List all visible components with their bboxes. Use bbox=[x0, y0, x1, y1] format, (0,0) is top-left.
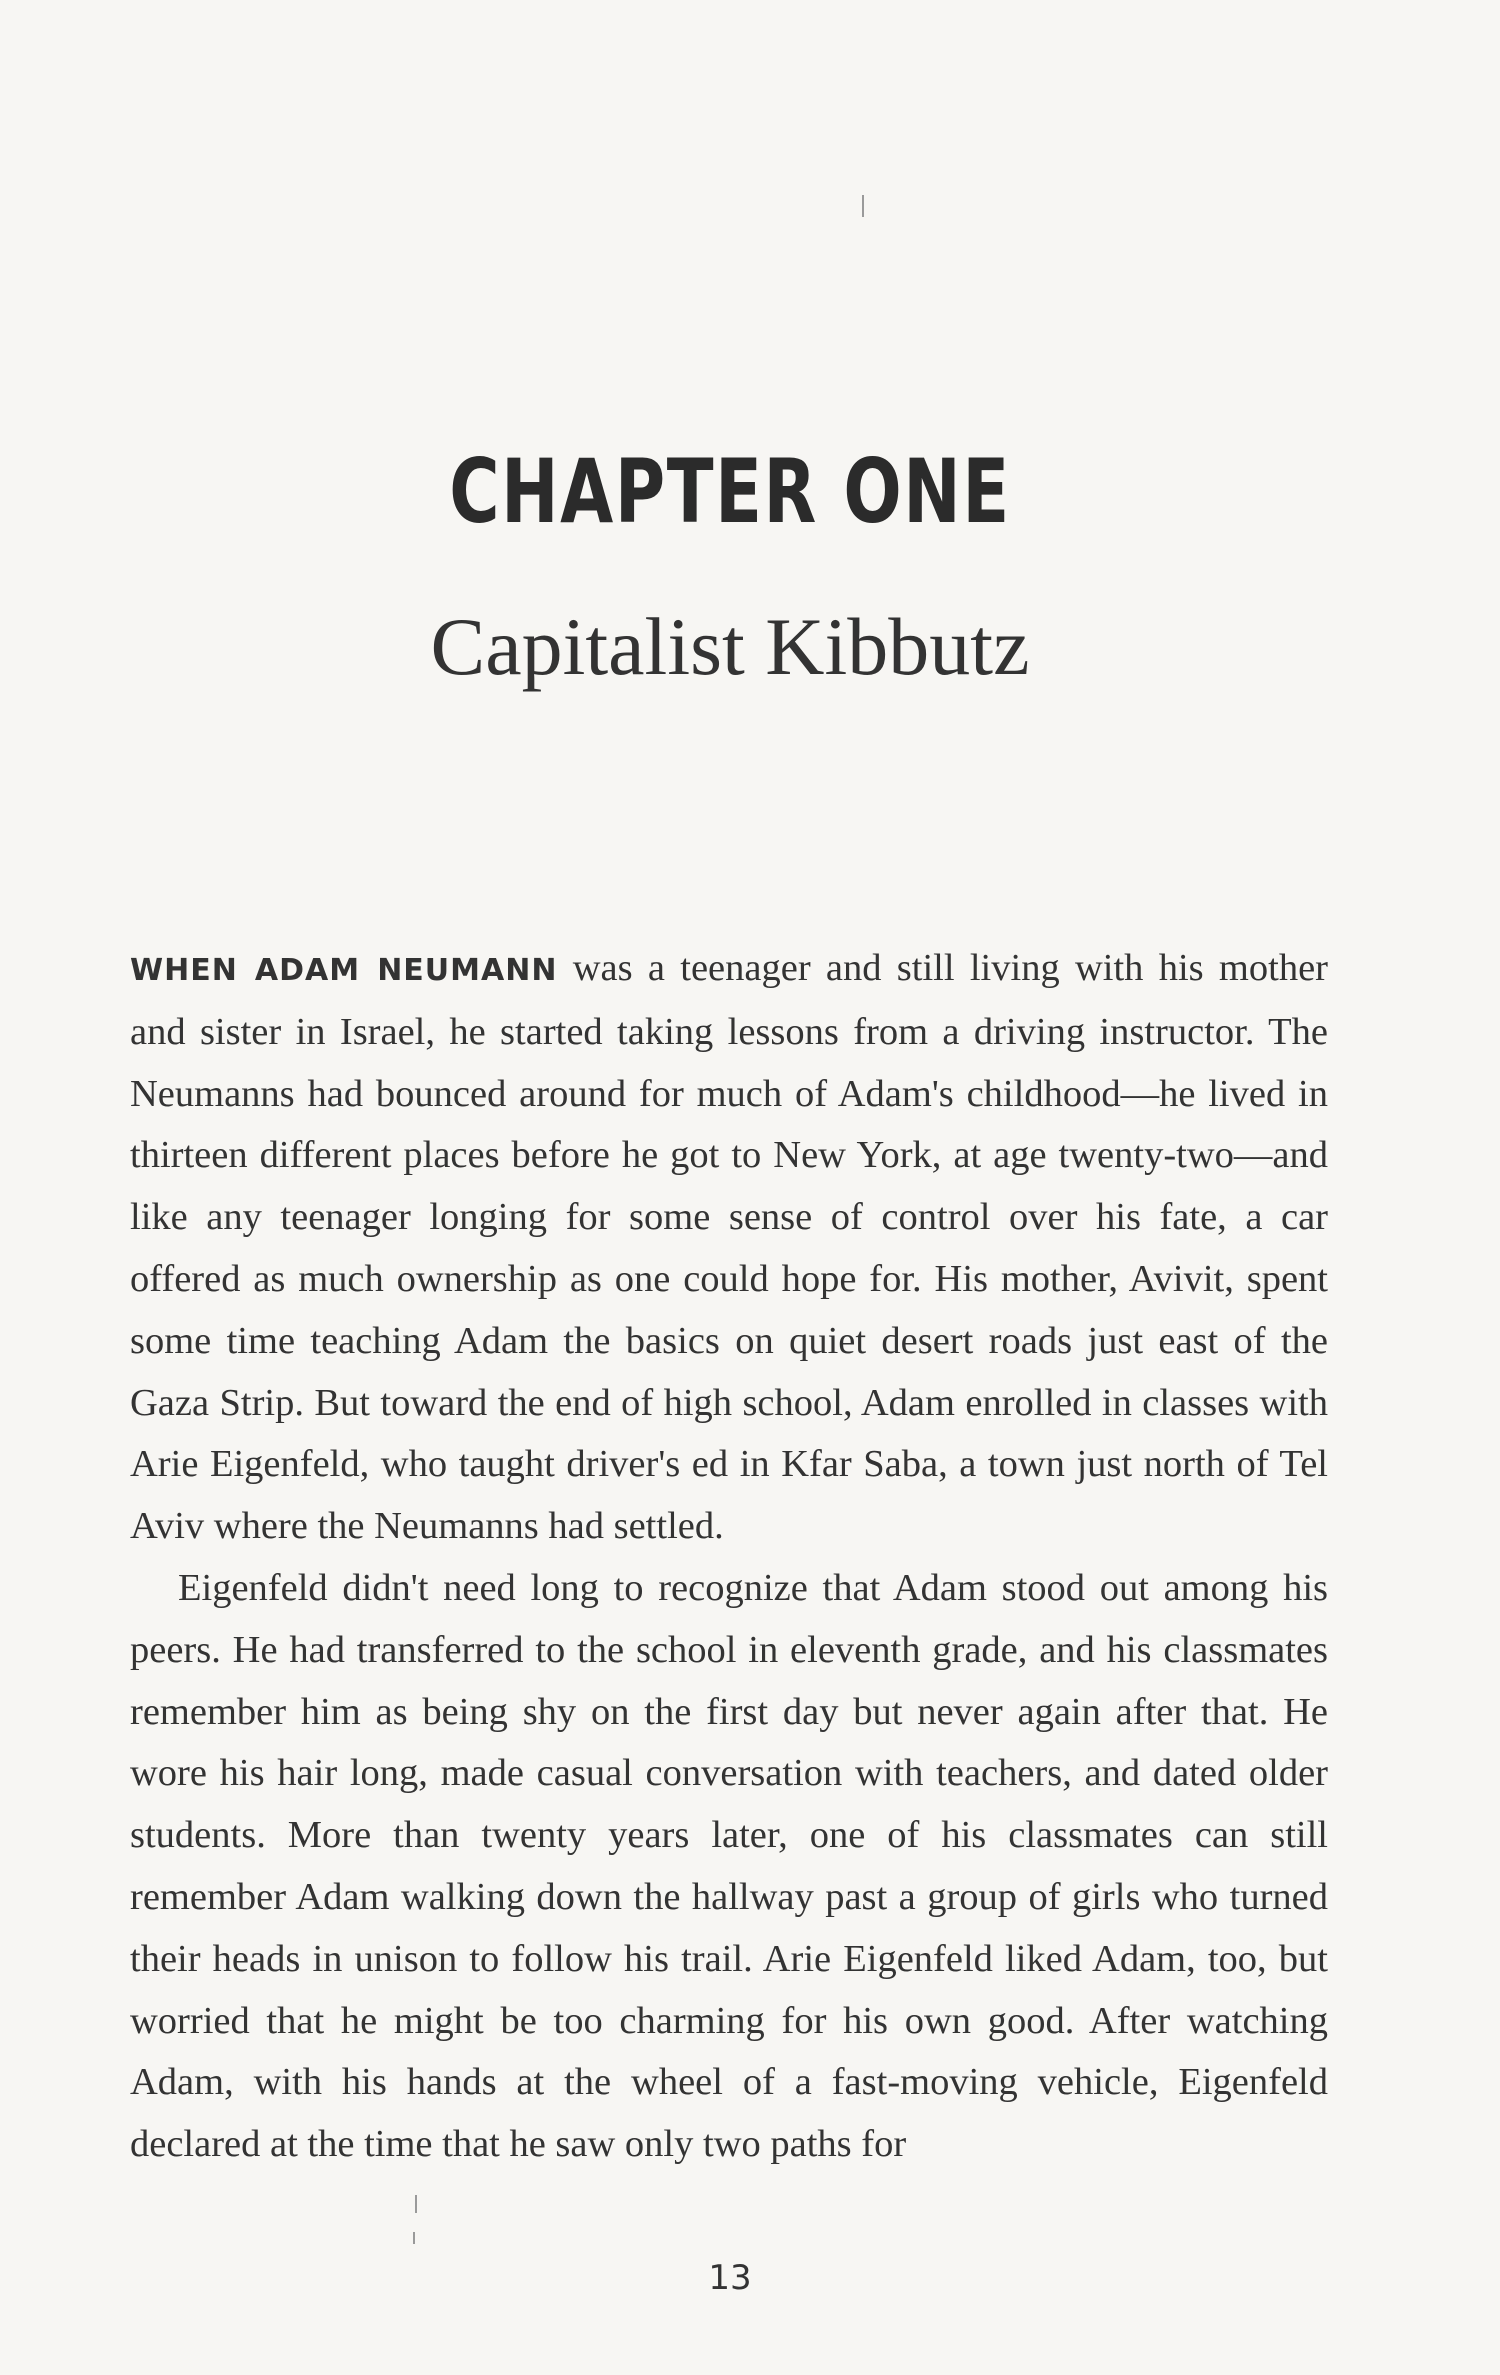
chapter-label: CHAPTER ONE bbox=[449, 440, 1011, 543]
scan-mark bbox=[415, 2195, 417, 2213]
chapter-title: Capitalist Kibbutz bbox=[430, 601, 1030, 692]
lead-in: WHEN ADAM NEUMANN bbox=[130, 953, 558, 988]
paragraph-2: Eigenfeld didn't need long to recognize that Adam stood out among his peers. He had transferred to the school in eleventh grade, and his classmates remember him as being shy on the first day but never again after that. He wore his hair long, made casual conversation with teachers, and dated older students. More than twenty years later, one of his classmates can still remember Adam walking down the hallway past a group of girls who turned their heads in unison to follow his trail. Arie Eigenfeld liked Adam, too, but worried that he might be too charming for his own good. After watching Adam, with his hands at the wheel of a fast-moving vehicle, Eigenfeld declared at the time that he saw only two paths for bbox=[130, 1566, 1328, 2166]
scan-mark bbox=[413, 2232, 415, 2244]
page-number: 13 bbox=[708, 2258, 752, 2298]
paragraph-1 bbox=[130, 938, 1328, 1558]
paragraph-1-text: was a teenager and still living with his mother and sister in Israel, he started taking lessons from a driving instructor. The Neumanns had bounced around for much of Adam's childhood—he lived in thirteen different places before he got to New York, at age twenty-two—and like any teenager longing for some sense of control over his fate, a car offered as much ownership as one could hope for. His mother, Avivit, spent some time teaching Adam the basics on quiet desert roads just east of the Gaza Strip. But toward the end of high school, Adam enrolled in classes with Arie Eigenfeld, who taught driver's ed in Kfar Saba, a town just north of Tel Aviv where the Neumanns had settled. bbox=[130, 947, 1328, 1548]
scan-mark bbox=[862, 195, 864, 217]
body-text bbox=[130, 938, 1328, 2176]
